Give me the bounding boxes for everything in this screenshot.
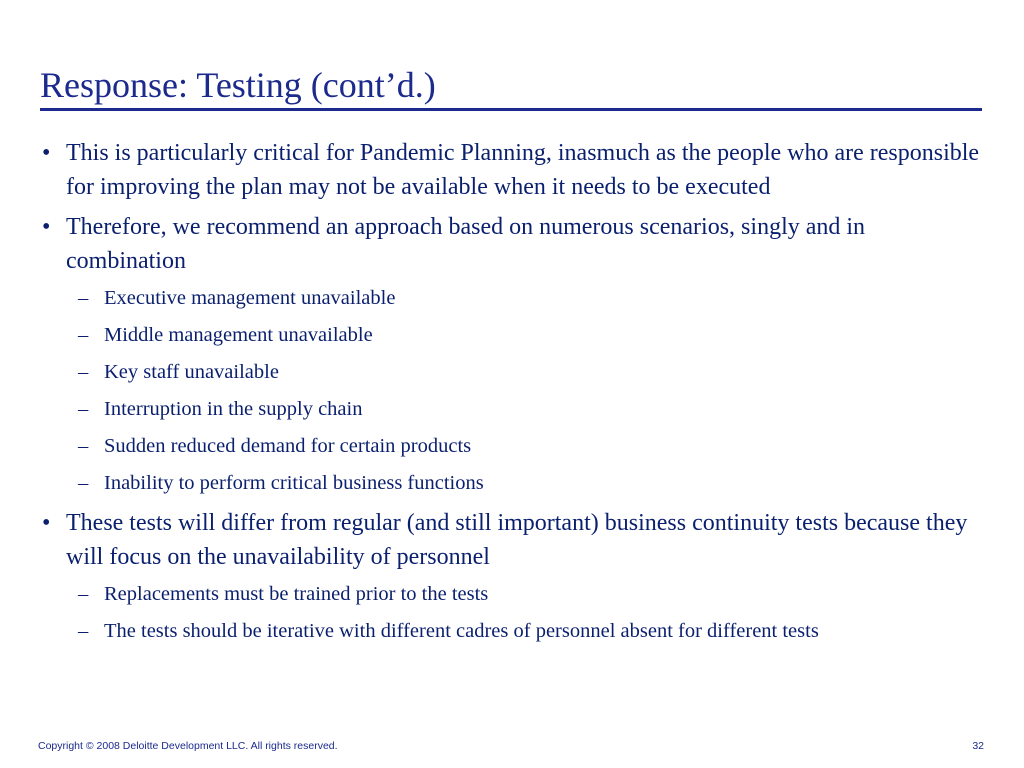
sub-bullet-marker: – bbox=[78, 361, 89, 383]
sub-bullet-item bbox=[40, 284, 990, 313]
bullet-text: This is particularly critical for Pandemic Planning, inasmuch as the people who are responsible for improving the plan may not be available when it needs to be executed bbox=[66, 140, 980, 200]
sub-bullet-text: Key staff unavailable bbox=[104, 361, 279, 383]
sub-bullet-marker: – bbox=[78, 472, 89, 494]
bullet-marker: • bbox=[42, 510, 51, 536]
sub-bullet-text: Middle management unavailable bbox=[104, 324, 373, 346]
sub-bullet-item bbox=[40, 395, 990, 424]
bullet-item bbox=[40, 136, 990, 204]
sub-bullet-item bbox=[40, 580, 990, 609]
sub-bullet-marker: – bbox=[78, 398, 89, 420]
slide-content bbox=[40, 136, 990, 654]
sub-bullet-list bbox=[40, 284, 990, 498]
sub-bullet-marker: – bbox=[78, 287, 89, 309]
sub-bullet-text: Executive management unavailable bbox=[104, 287, 396, 309]
sub-bullet-item bbox=[40, 469, 990, 498]
bullet-marker: • bbox=[42, 140, 51, 166]
page-number: 32 bbox=[972, 740, 984, 752]
sub-bullet-marker: – bbox=[78, 324, 89, 346]
slide-title: Response: Testing (cont’d.) bbox=[40, 65, 436, 105]
bullet-text: These tests will differ from regular (and still important) business continuity tests because they will focus on the unavailability of personnel bbox=[66, 510, 968, 570]
sub-bullet-list bbox=[40, 580, 990, 646]
footer-copyright: Copyright © 2008 Deloitte Development LLC. All rights reserved. bbox=[38, 740, 338, 752]
sub-bullet-text: Replacements must be trained prior to the tests bbox=[104, 583, 489, 605]
sub-bullet-text: The tests should be iterative with different cadres of personnel absent for different tests bbox=[104, 620, 819, 642]
sub-bullet-marker: – bbox=[78, 435, 89, 457]
sub-bullet-item bbox=[40, 617, 990, 646]
sub-bullet-text: Inability to perform critical business functions bbox=[104, 472, 484, 494]
sub-bullet-item bbox=[40, 321, 990, 350]
bullet-item bbox=[40, 210, 990, 278]
bullet-text: Therefore, we recommend an approach based on numerous scenarios, singly and in combination bbox=[66, 214, 866, 274]
title-underline bbox=[40, 108, 982, 111]
sub-bullet-marker: – bbox=[78, 583, 89, 605]
sub-bullet-item bbox=[40, 432, 990, 461]
sub-bullet-text: Interruption in the supply chain bbox=[104, 398, 363, 420]
bullet-item bbox=[40, 506, 990, 574]
sub-bullet-item bbox=[40, 358, 990, 387]
sub-bullet-marker: – bbox=[78, 620, 89, 642]
bullet-marker: • bbox=[42, 214, 51, 240]
sub-bullet-text: Sudden reduced demand for certain products bbox=[104, 435, 472, 457]
